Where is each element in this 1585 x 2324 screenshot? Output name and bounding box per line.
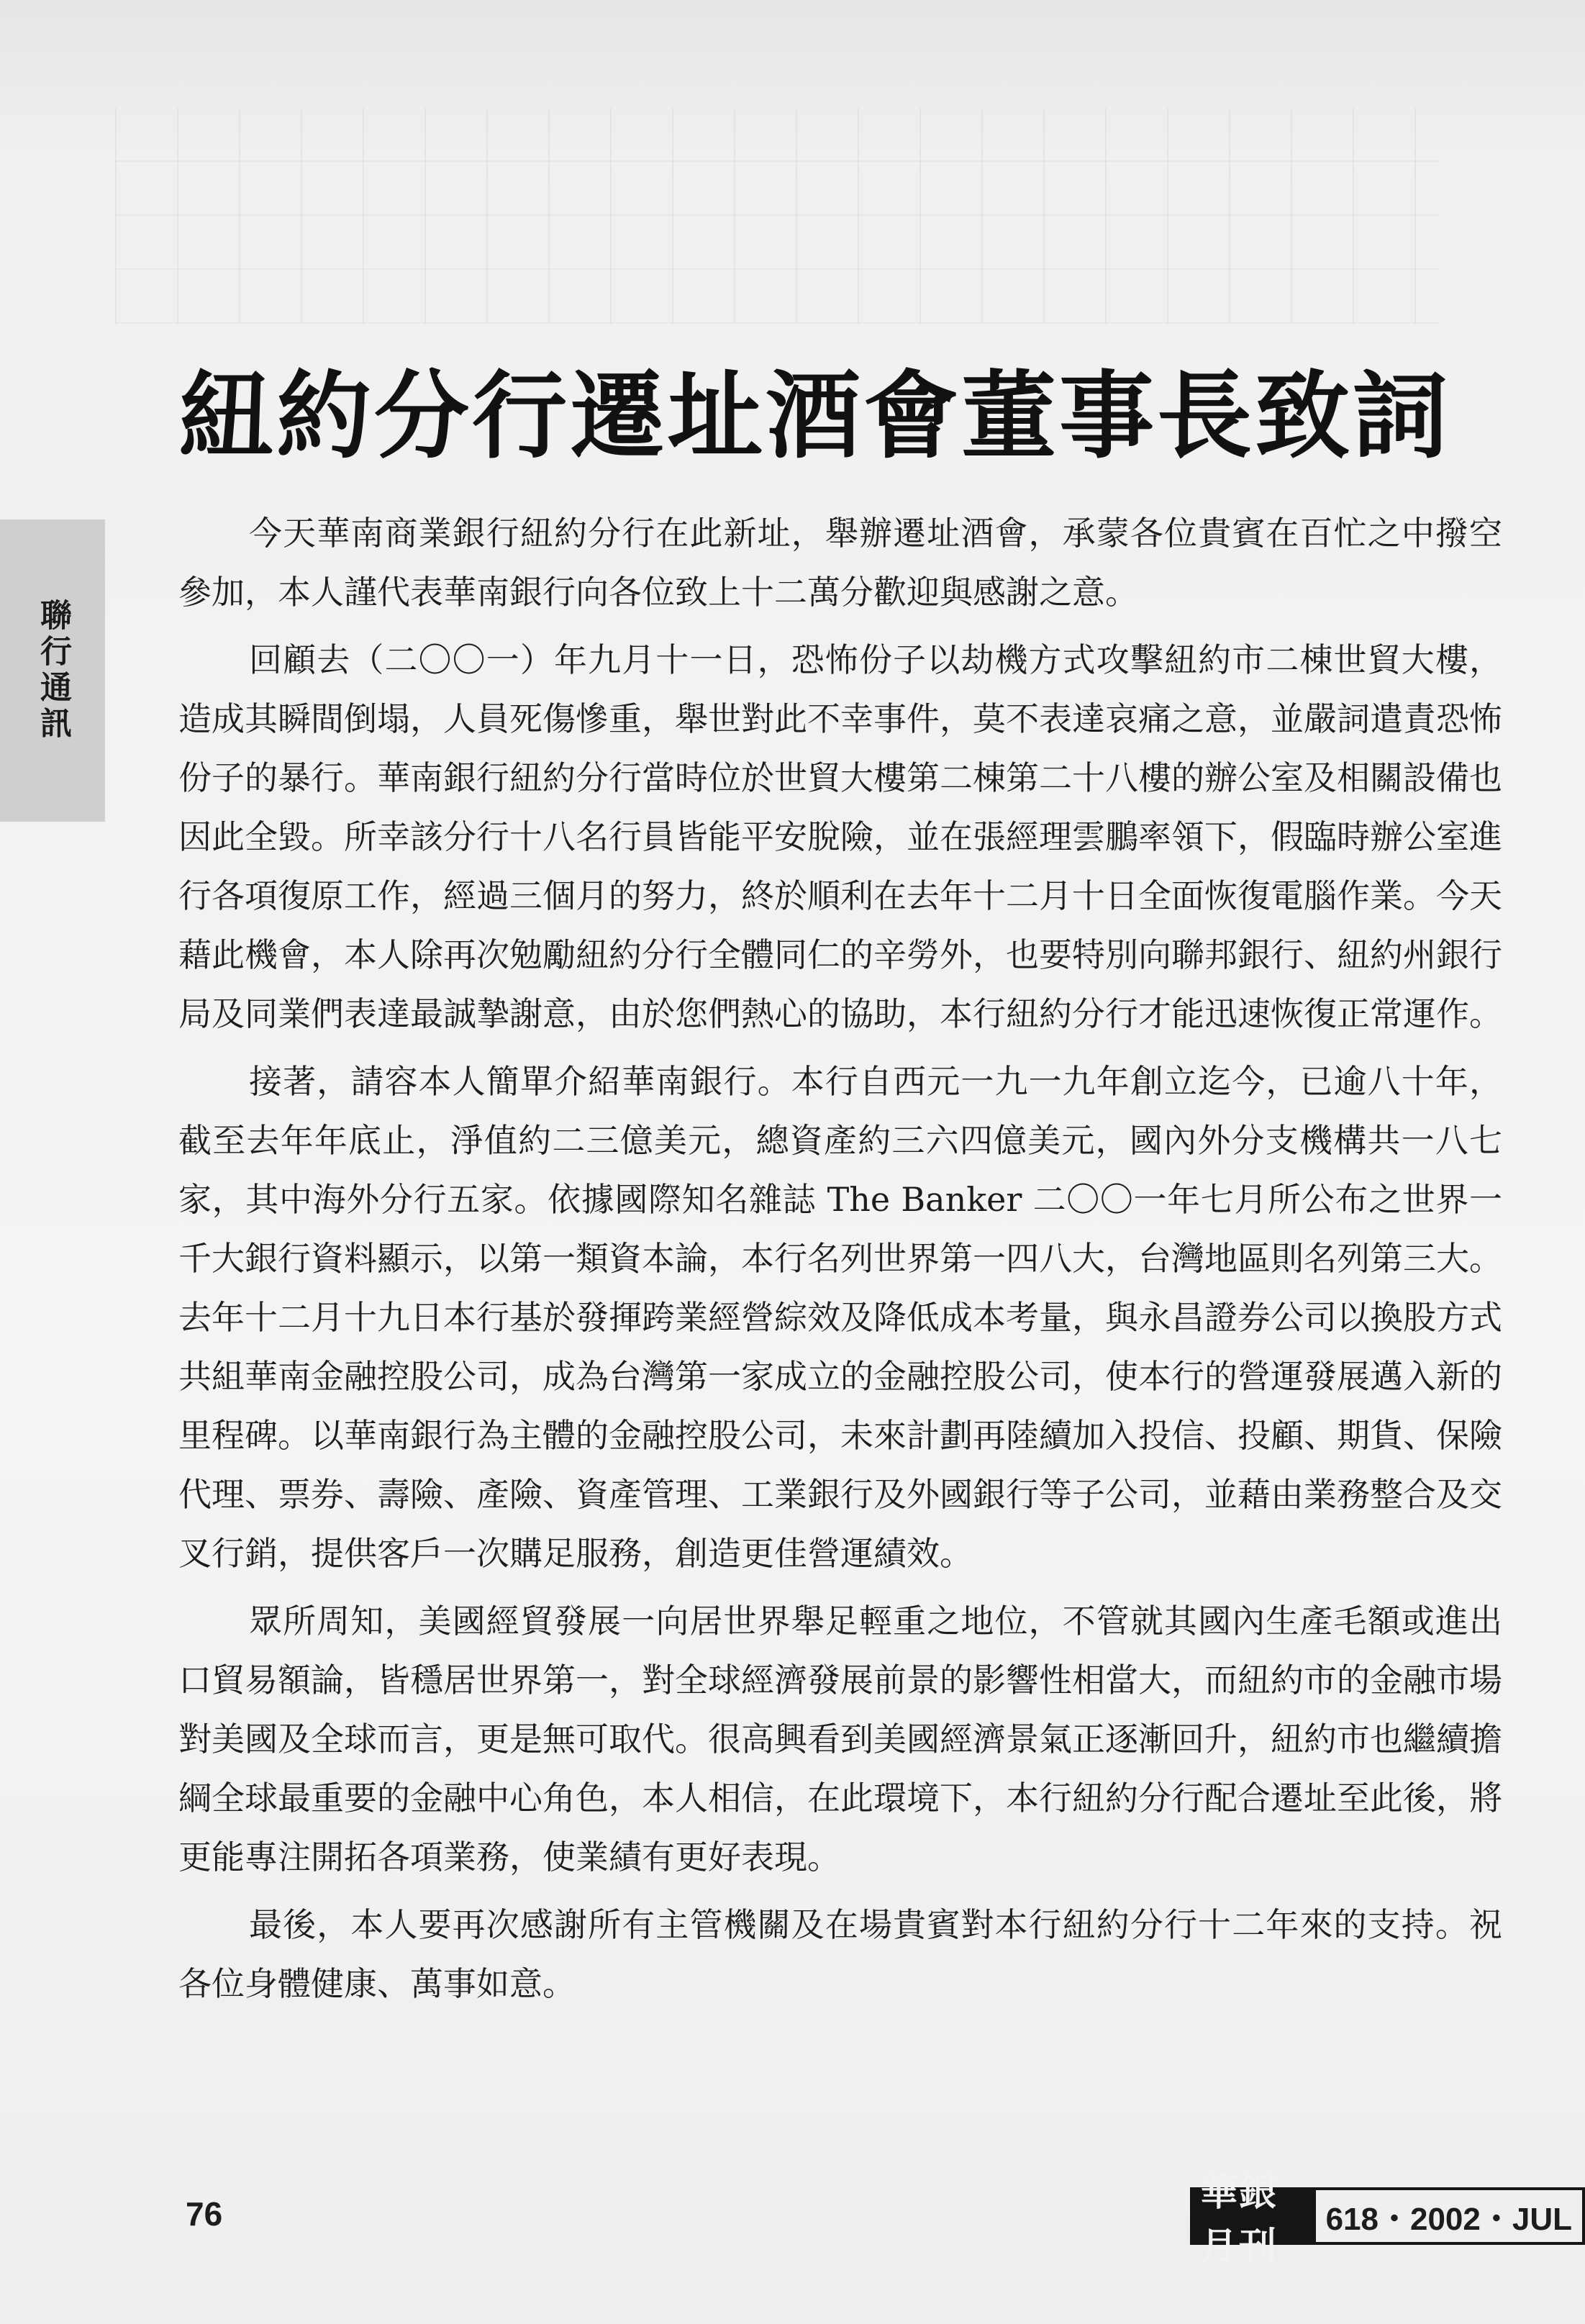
article-title: 紐約分行遷址酒會董事長致詞	[178, 361, 1450, 472]
paragraph-2: 回顧去（二〇〇一）年九月十一日，恐怖份子以劫機方式攻擊紐約市二棟世貿大樓，造成其瞬間倒塌，人員死傷慘重，舉世對此不幸事件，莫不表達哀痛之意，並嚴詞遣責恐怖份子的暴行。華南銀行紐約分行當時位於世貿大樓第二棟第二十八樓的辦公室及相關設備也因此全毀。所幸該分行十八名行員皆能平安脫險，並在張經理雲鵬率領下，假臨時辦公室進行各項復原工作，經過三個月的努力，終於順利在去年十二月十日全面恢復電腦作業。今天藉此機會，本人除再次勉勵紐約分行全體同仁的辛勞外，也要特別向聯邦銀行、紐約州銀行局及同業們表達最誠摯謝意，由於您們熱心的協助，本行紐約分行才能迅速恢復正常運作。	[178, 640, 1502, 1033]
section-tab	[0, 519, 105, 822]
issue-label: 618・2002・JUL	[1316, 2187, 1585, 2245]
paragraph-4: 眾所周知，美國經貿發展一向居世界舉足輕重之地位，不管就其國內生產毛額或進出口貿易額論，皆穩居世界第一，對全球經濟發展前景的影響性相當大，而紐約市的金融市場對美國及全球而言，更是無可取代。很高興看到美國經濟景氣正逐漸回升，紐約市也繼續擔綱全球最重要的金融中心角色，本人相信，在此環境下，本行紐約分行配合遷址至此後，將更能專注開拓各項業務，使業績有更好表現。	[178, 1602, 1502, 1876]
article-body	[178, 504, 1502, 2013]
bleed-through-grid	[115, 108, 1439, 324]
paragraph-5: 最後，本人要再次感謝所有主管機關及在場貴賓對本行紐約分行十二年來的支持。祝各位身體健康、萬事如意。	[178, 1905, 1502, 2003]
page-number: 76	[186, 2195, 223, 2233]
section-tab-label: 聯行通訊	[35, 599, 71, 743]
magazine-name: 華銀月刊	[1190, 2187, 1316, 2245]
paragraph-3: 接著，請容本人簡單介紹華南銀行。本行自西元一九一九年創立迄今，已逾八十年，截至去年年底止，淨值約二三億美元，總資產約三六四億美元，國內外分支機構共一八七家，其中海外分行五家。依據國際知名雜誌 The Banker 二〇〇一年七月所公布之世界一千大銀行資料顯示，以第一類資本論，本行名列世界第一四八大，台灣地區則名列第三大。去年十二月十九日本行基於發揮跨業經營綜效及降低成本考量，與永昌證券公司以換股方式共組華南金融控股公司，成為台灣第一家成立的金融控股公司，使本行的營運發展邁入新的里程碑。以華南銀行為主體的金融控股公司，未來計劃再陸續加入投信、投顧、期貨、保險代理、票券、壽險、產險、資產管理、工業銀行及外國銀行等子公司，並藉由業務整合及交叉行銷，提供客戶一次購足服務，創造更佳營運績效。	[178, 1062, 1502, 1573]
paragraph-1: 今天華南商業銀行紐約分行在此新址，舉辦遷址酒會，承蒙各位貴賓在百忙之中撥空參加，本人謹代表華南銀行向各位致上十二萬分歡迎與感謝之意。	[178, 514, 1502, 612]
magazine-masthead	[1190, 2171, 1585, 2269]
